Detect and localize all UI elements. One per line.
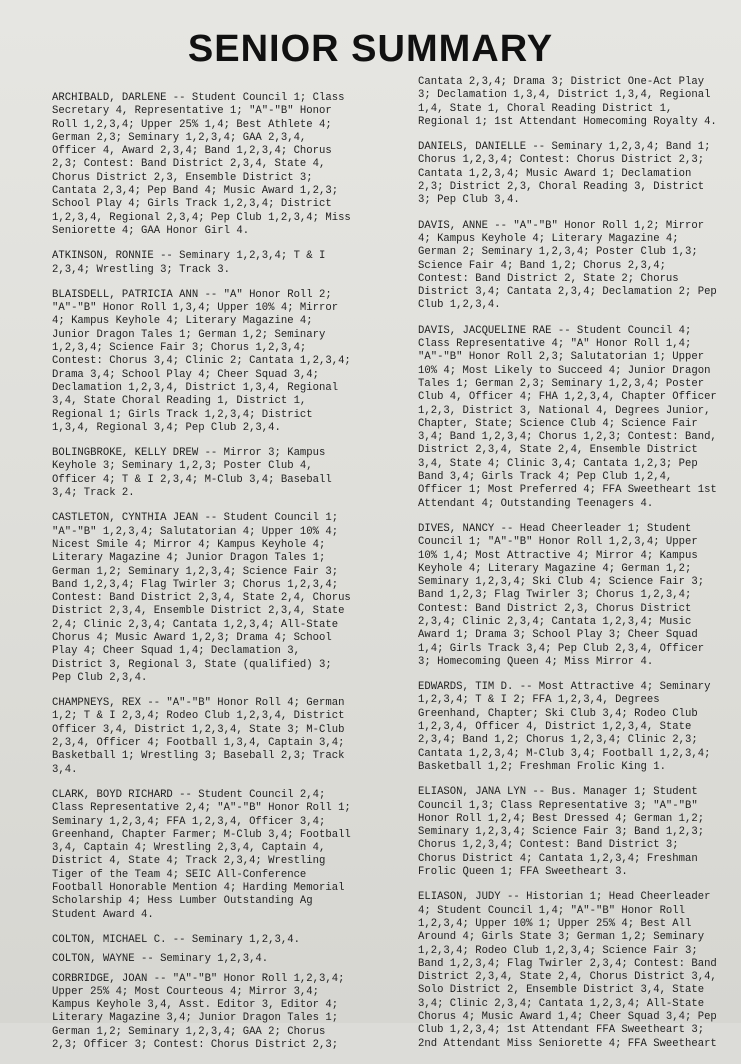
senior-entry: CORBRIDGE, JOAN -- "A"-"B" Honor Roll 1,2,3,4; Upper 25% 4; Most Courteous 4; Mirror 3,4; Kampus Keyhole 3,4, Asst. Editor 3, Editor 4; Literary Magazine 3,4; Junior Dragon Tales 1; German 1,2; Seminary 1,2,3,4; GAA 2; Chorus 2,3; Officer 3; Contest: Chorus District 2,3;: [52, 972, 345, 1051]
senior-entry: ELIASON, JUDY -- Historian 1; Head Cheerleader 4; Student Council 1,4; "A"-"B" Honor Roll 1,2,3,4; Upper 10% 1; Upper 25% 4; Best All Around 4; Girls State 3; German 1,2; Seminary 1,2,3,4; Rodeo Club 1,2,3,4; Science Fair 3; Band 1,2,3,4; Flag Twirler 2,3,4; Contest: Band District 2,3,4, State 2,4, Chorus District 3,4, Solo District 2, Ensemble District 3,4, State 3,4; Clinic 2,3,4; Cantata 1,2,3,4; All-State Chorus 4; Music Award 1,4; Cheer Squad 3,4; Pep Club 1,2,3,4; 1st Attendant FFA Sweetheart 3; 2nd Attendant Miss Seniorette 4; FFA Sweetheart: [418, 891, 717, 1050]
right-column: [418, 76, 718, 1063]
senior-entry: COLTON, MICHAEL C. -- Seminary 1,2,3,4.: [52, 933, 300, 946]
senior-entry: DIVES, NANCY -- Head Cheerleader 1; Student Council 1; "A"-"B" Honor Roll 1,2,3,4; Upper 10% 1,4; Most Attractive 4; Mirror 4; Kampus Keyhole 4; Literary Magazine 4; German 1,2; Seminary 1,2,3,4; Ski Club 4; Science Fair 3; Band 1,2,3; Flag Twirler 3; Chorus 1,2,3,4; Contest: Band District 2,3, Chorus District 2,3,4; Clinic 2,3,4; Cantata 1,2,3,4; Music Award 1; Drama 3; School Play 3; Cheer Squad 1,4; Girls Track 3,4; Pep Club 2,3,4, Officer 3; Homecoming Queen 4; Miss Mirror 4.: [418, 522, 705, 668]
senior-entry: BOLINGBROKE, KELLY DREW -- Mirror 3; Kampus Keyhole 3; Seminary 1,2,3; Poster Club 4, Officer 4; T & I 2,3,4; M-Club 3,4; Baseball 3,4; Track 2.: [52, 447, 332, 500]
senior-entry: DAVIS, ANNE -- "A"-"B" Honor Roll 1,2; Mirror 4; Kampus Keyhole 4; Literary Magazine 4; German 2; Seminary 1,2,3,4; Poster Club 1,3; Science Fair 4; Band 1,2; Chorus 2,3,4; Contest: Band District 2, State 2; Chorus District 3,4; Cantata 2,3,4; Declamation 2; Pep Club 1,2,3,4.: [418, 219, 717, 312]
senior-entry: EDWARDS, TIM D. -- Most Attractive 4; Seminary 1,2,3,4; T & I 2; FFA 1,2,3,4, Degrees Greenhand, Chapter; Ski Club 3,4; Rodeo Club 1,2,3,4, Officer 4, District 1,2,3,4, State 2,3,4; Band 1,2; Chorus 1,2,3,4; Clinic 2,3; Cantata 1,2,3,4; M-Club 3,4; Football 1,2,3,4; Basketball 1,2; Freshman Frolic King 1.: [418, 681, 711, 773]
senior-entry: COLTON, WAYNE -- Seminary 1,2,3,4.: [52, 953, 269, 966]
left-column: [52, 92, 352, 1064]
senior-entry: CHAMPNEYS, REX -- "A"-"B" Honor Roll 4; German 1,2; T & I 2,3,4; Rodeo Club 1,2,3,4, District Officer 3,4, District 1,2,3,4, State 3; M-Club 2,3,4, Officer 4; Football 1,3,4, Captain 3,4; Basketball 1; Wrestling 3; Baseball 2,3; Track 3,4.: [52, 697, 345, 776]
senior-entry: DANIELS, DANIELLE -- Seminary 1,2,3,4; Band 1; Chorus 1,2,3,4; Contest: Chorus District 2,3; Cantata 1,2,3,4; Music Award 1; Declamation 2,3; District 2,3, Choral Reading 3, District 3; Pep Club 3,4.: [418, 141, 711, 207]
senior-entry: ELIASON, JANA LYN -- Bus. Manager 1; Student Council 1,3; Class Representative 3; "A"-"B" Honor Roll 1,2,4; Best Dressed 4; German 1,2; Seminary 1,2,3,4; Science Fair 3; Band 1,2,3; Chorus 1,2,3,4; Contest: Band District 3; Chorus District 4; Cantata 1,2,3,4; Freshman Frolic Queen 1; FFA Sweetheart 3.: [418, 786, 705, 879]
senior-entry: BLAISDELL, PATRICIA ANN -- "A" Honor Roll 2; "A"-"B" Honor Roll 1,3,4; Upper 10% 4; Mirror 4; Kampus Keyhole 4; Literary Magazine 4; Junior Dragon Tales 1; German 1,2; Seminary 1,2,3,4; Science Fair 3; Chorus 1,2,3,4; Contest: Chorus 3,4; Clinic 2; Cantata 1,2,3,4; Drama 3,4; School Play 4; Cheer Squad 3,4; Declamation 1,2,3,4, District 1,3,4, Regional 3,4, State Choral Reading 1, District 1, Regional 1; Girls Track 1,2,3,4; District 1,3,4, Regional 3,4; Pep Club 2,3,4.: [52, 288, 351, 434]
senior-entry: CLARK, BOYD RICHARD -- Student Council 2,4; Class Representative 2,4; "A"-"B" Honor Roll 1; Seminary 1,2,3,4; FFA 1,2,3,4, Officer 3,4; Greenhand, Chapter Farmer; M-Club 3,4; Football 3,4, Captain 4; Wrestling 2,3,4, Captain 4, District 4, State 4; Track 2,3,4; Wrestling Tiger of the Team 4; SEIC All-Conference Football Honorable Mention 4; Harding Memorial Scholarship 4; Hess Lumber Outstanding Ag Student Award 4.: [52, 788, 351, 921]
senior-entry: ARCHIBALD, DARLENE -- Student Council 1; Class Secretary 4, Representative 1; "A"-"B" Honor Roll 1,2,3,4; Upper 25% 1,4; Best Athlete 4; German 2,3; Seminary 1,2,3,4; GAA 2,3,4, Officer 4, Award 2,3,4; Band 1,2,3,4; Chorus 2,3; Contest: Band District 2,3,4, State 4, Chorus District 2,3, Ensemble District 3; Cantata 2,3,4; Pep Band 4; Music Award 1,2,3; School Play 4; Girls Track 1,2,3,4; District 1,2,3,4, Regional 2,3,4; Pep Club 1,2,3,4; Miss Seniorette 4; GAA Honor Girl 4.: [52, 92, 351, 237]
senior-entry-continued: Cantata 2,3,4; Drama 3; District One-Act Play 3; Declamation 1,3,4, District 1,3,4, Regional 1,4, State 1, Choral Reading District 1, Regional 1; 1st Attendant Homecoming Royalty 4.: [418, 76, 717, 128]
senior-entry: ATKINSON, RONNIE -- Seminary 1,2,3,4; T & I 2,3,4; Wrestling 3; Track 3.: [52, 250, 326, 276]
senior-entry: DAVIS, JACQUELINE RAE -- Student Council 4; Class Representative 4; "A" Honor Roll 1,4; "A"-"B" Honor Roll 2,3; Salutatorian 1; Upper 10% 4; Most Likely to Succeed 4; Junior Dragon Tales 1; German 2,3; Seminary 1,2,3,4; Poster Club 4, Officer 4; FHA 1,2,3,4, Chapter Officer 1,2,3, District 3, National 4, Degrees Junior, Chapter, State; Science Club 4; Science Fair 3,4; Band 1,2,3,4; Chorus 1,2,3; Contest: Band, District 2,3,4, State 2,4, Ensemble District 3,4, State 4; Clinic 3,4; Cantata 1,2,3; Pep Band 3,4; Girls Track 4; Pep Club 1,2,4, Officer 1; Most Preferred 4; FFA Sweetheart 1st Attendant 4; Outstanding Teenagers 4.: [418, 324, 717, 510]
page-title: SENIOR SUMMARY: [187, 28, 554, 70]
senior-entry: CASTLETON, CYNTHIA JEAN -- Student Council 1; "A"-"B" 1,2,3,4; Salutatorian 4; Upper 10% 4; Nicest Smile 4; Mirror 4; Kampus Keyhole 4; Literary Magazine 4; Junior Dragon Tales 1; German 1,2; Seminary 1,2,3,4; Science Fair 3; Band 1,2,3,4; Flag Twirler 3; Chorus 1,2,3,4; Contest: Band District 2,3,4, State 2,4, Chorus District 2,3,4, Ensemble District 2,3,4, State 2,4; Clinic 2,3,4; Cantata 1,2,3,4; All-State Chorus 4; Music Award 1,2,3; Drama 4; School Play 4; Cheer Squad 1,4; Declamation 3, District 3, Regional 3, State (qualified) 3; Pep Club 2,3,4.: [52, 512, 351, 684]
